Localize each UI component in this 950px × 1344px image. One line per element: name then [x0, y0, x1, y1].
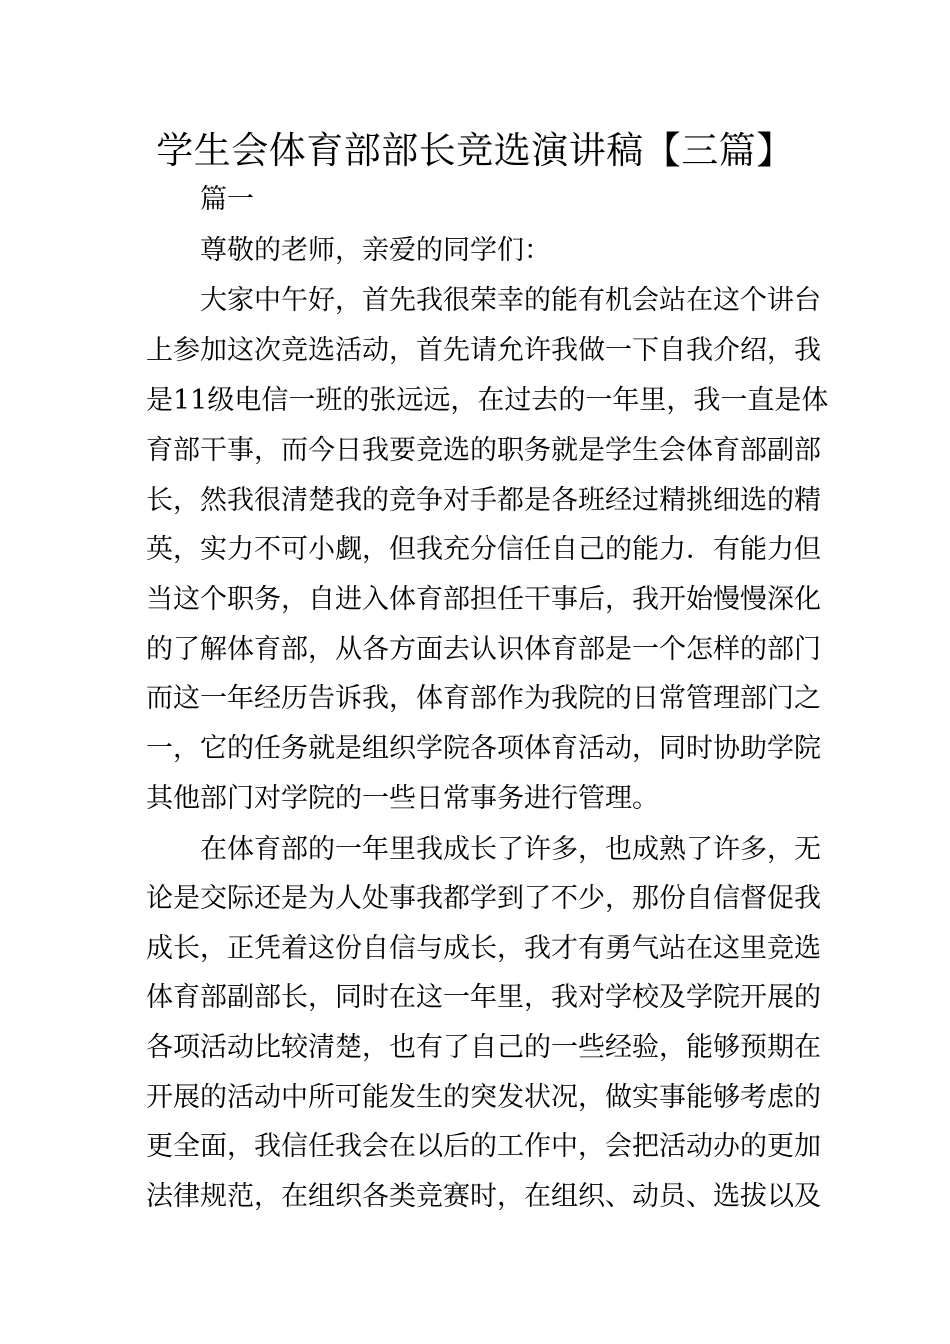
paragraph-2-line: 开展的活动中所可能发生的突发状况，做实事能够考虑的	[146, 1082, 821, 1113]
paragraph-1-line: 上参加这次竞选活动，首先请允许我做一下自我介绍，我	[146, 335, 821, 366]
paragraph-1-line: 的了解体育部，从各方面去认识体育部是一个怎样的部门	[146, 634, 821, 665]
paragraph-1-line: 育部干事，而今日我要竞选的职务就是学生会体育部副部	[146, 435, 821, 466]
salutation: 尊敬的老师，亲爱的同学们：	[200, 235, 551, 266]
paragraph-2-line: 论是交际还是为人处事我都学到了不少，那份自信督促我	[146, 883, 821, 914]
paragraph-2-line: 法律规范，在组织各类竞赛时，在组织、动员、选拔以及	[146, 1181, 821, 1212]
paragraph-1-line: 其他部门对学院的一些日常事务进行管理。	[146, 783, 659, 814]
paragraph-2-line: 更全面，我信任我会在以后的工作中，会把活动办的更加	[146, 1131, 821, 1162]
document-title: 学生会体育部部长竞选演讲稿【三篇】	[156, 129, 794, 172]
paragraph-2-line: 各项活动比较清楚，也有了自己的一些经验，能够预期在	[146, 1032, 821, 1063]
paragraph-1-line: 大家中午好，首先我很荣幸的能有机会站在这个讲台	[200, 285, 821, 316]
paragraph-1-line: 英，实力不可小觑，但我充分信任自己的能力．有能力但	[146, 534, 821, 565]
paragraph-2-line: 成长，正凭着这份自信与成长，我才有勇气站在这里竞选	[146, 933, 821, 964]
paragraph-1-line: 而这一年经历告诉我，体育部作为我院的日常管理部门之	[146, 683, 821, 714]
paragraph-2-line: 体育部副部长，同时在这一年里，我对学校及学院开展的	[146, 982, 821, 1013]
paragraph-1-line: 当这个职务，自进入体育部担任干事后，我开始慢慢深化	[146, 584, 821, 615]
paragraph-1-line: 长，然我很清楚我的竞争对手都是各班经过精挑细选的精	[146, 485, 821, 516]
paragraph-1-line: 是11级电信一班的张远远，在过去的一年里，我一直是体	[146, 385, 829, 416]
section-label: 篇一	[200, 184, 254, 215]
paragraph-1-line: 一，它的任务就是组织学院各项体育活动，同时协助学院	[146, 733, 821, 764]
paragraph-2-line: 在体育部的一年里我成长了许多，也成熟了许多，无	[200, 834, 821, 865]
